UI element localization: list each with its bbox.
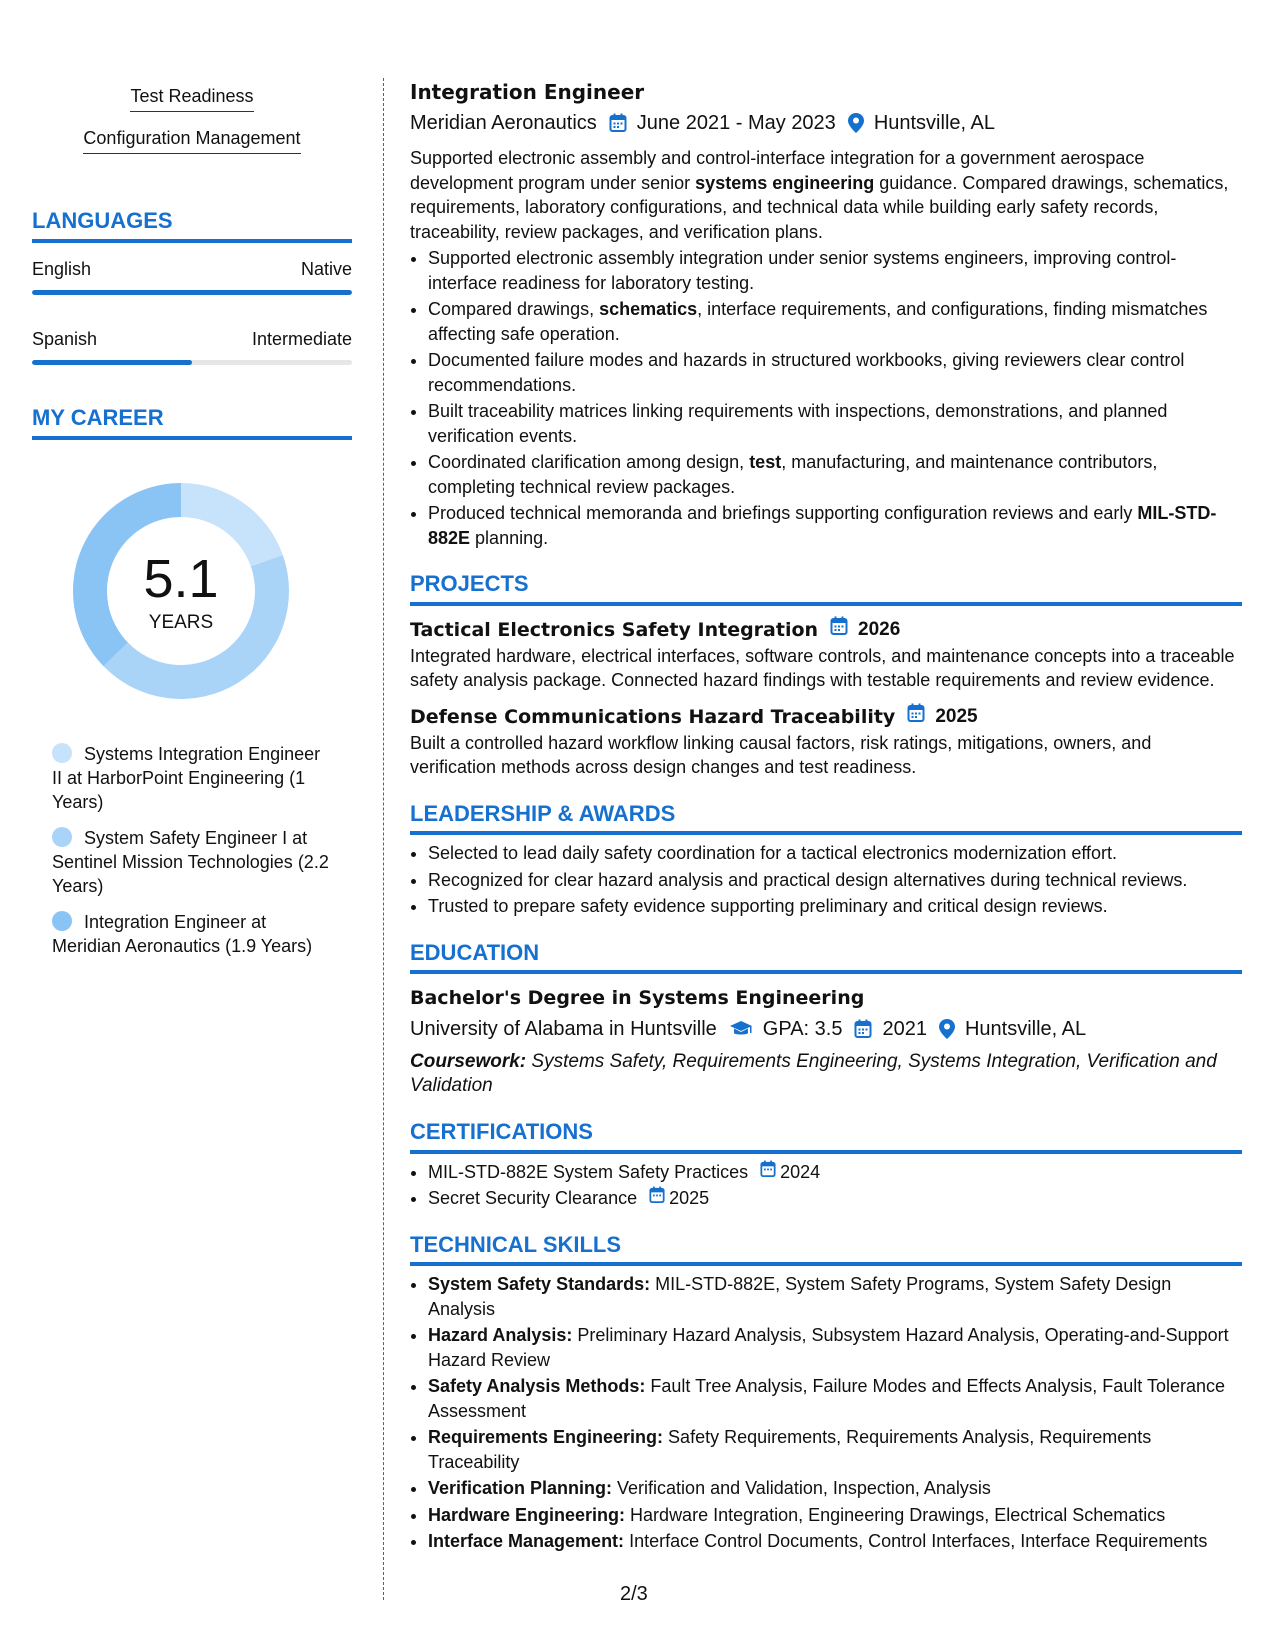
skills-list bbox=[410, 1272, 1242, 1554]
skill-tag: Test Readiness bbox=[130, 86, 253, 112]
language-item bbox=[32, 329, 352, 365]
certification-year: 2024 bbox=[780, 1161, 821, 1182]
career-item-text: System Safety Engineer I at Sentinel Mission Technologies (2.2 Years) bbox=[52, 828, 329, 896]
job-bullet: • Supported electronic assembly integration under senior systems engineers, improving control-interface readiness for laboratory testing. bbox=[428, 246, 1242, 295]
certifications-heading: CERTIFICATIONS bbox=[410, 1120, 1242, 1154]
skill-item bbox=[428, 1503, 1242, 1528]
skill-label: Requirements Engineering: bbox=[428, 1427, 664, 1447]
skill-label: Interface Management: bbox=[428, 1531, 625, 1551]
language-level: Intermediate bbox=[251, 329, 352, 349]
skill-value: Fault Tree Analysis, Failure Modes and Effects Analysis, Fault Tolerance Assessment bbox=[428, 1376, 1226, 1421]
skill-item bbox=[428, 1476, 1242, 1501]
skill-item bbox=[428, 1323, 1242, 1372]
certification-name: MIL-STD-882E System Safety Practices bbox=[428, 1161, 749, 1182]
language-item bbox=[32, 259, 352, 295]
calendar-icon bbox=[609, 113, 627, 133]
language-bar bbox=[32, 360, 352, 365]
career-item bbox=[52, 910, 332, 958]
certifications-list bbox=[410, 1160, 1242, 1211]
skill-value: Hardware Integration, Engineering Drawings, Electrical Schematics bbox=[625, 1504, 1166, 1525]
skill-label: System Safety Standards: bbox=[428, 1274, 651, 1294]
career-item bbox=[52, 826, 332, 898]
skill-item bbox=[428, 1425, 1242, 1474]
skill-label: Hardware Engineering: bbox=[428, 1504, 626, 1525]
calendar-icon bbox=[649, 1186, 665, 1211]
career-donut bbox=[66, 476, 296, 706]
certification-item bbox=[428, 1160, 1242, 1185]
education-gpa: GPA: 3.5 bbox=[762, 1018, 843, 1040]
career-list bbox=[52, 742, 332, 958]
project-description: Built a controlled hazard workflow linking causal factors, risk ratings, mitigations, owners, and verification methods across design changes and test readiness. bbox=[410, 732, 1152, 777]
job-bullet: • Compared drawings, schematics, interface requirements, and configurations, finding mismatches affecting safe operation. bbox=[428, 297, 1242, 346]
graduation-cap-icon bbox=[729, 1020, 753, 1038]
skill-value: Verification and Validation, Inspection, Analysis bbox=[612, 1478, 991, 1498]
job-entry bbox=[410, 78, 1242, 550]
languages-heading: LANGUAGES bbox=[32, 208, 352, 243]
job-bullet: • Coordinated clarification among design, test, manufacturing, and maintenance contributors, completing technical review packages. bbox=[428, 450, 1242, 499]
leadership-item: • Recognized for clear hazard analysis and practical design alternatives during technical reviews. bbox=[428, 868, 1242, 893]
job-bullet: • Produced technical memoranda and briefings supporting configuration reviews and early MIL-STD-882E planning. bbox=[428, 501, 1242, 550]
career-dot bbox=[52, 911, 72, 931]
job-dates: June 2021 - May 2023 bbox=[636, 112, 836, 134]
language-level: Native bbox=[300, 259, 352, 279]
career-item-text: Integration Engineer at Meridian Aeronautics (1.9 Years) bbox=[52, 912, 313, 956]
project-item bbox=[410, 703, 1242, 780]
project-description: Integrated hardware, electrical interfaces, software controls, and maintenance concepts into a traceable safety analysis package. Connected hazard findings with testable requirements and review evidence. bbox=[410, 645, 1235, 690]
language-bar bbox=[32, 290, 352, 295]
career-dot bbox=[52, 827, 72, 847]
leadership-heading: LEADERSHIP & AWARDS bbox=[410, 802, 1242, 836]
job-bullets bbox=[410, 246, 1242, 550]
language-bar-fill bbox=[32, 360, 192, 365]
job-bullet: • Documented failure modes and hazards in structured workbooks, giving reviewers clear control recommendations. bbox=[428, 348, 1242, 397]
career-unit: YEARS bbox=[148, 612, 214, 633]
project-title: Tactical Electronics Safety Integration bbox=[410, 618, 819, 641]
language-name: English bbox=[32, 259, 92, 279]
project-item bbox=[410, 616, 1242, 693]
skill-item bbox=[428, 1272, 1242, 1321]
coursework-list: Systems Safety, Requirements Engineering, Systems Integration, Verification and Validation bbox=[410, 1051, 1217, 1096]
career-total: 5.1 bbox=[143, 549, 219, 609]
skill-tags bbox=[32, 80, 352, 164]
certification-item bbox=[428, 1186, 1242, 1211]
skill-label: Verification Planning: bbox=[428, 1478, 613, 1498]
certification-name: Secret Security Clearance bbox=[428, 1188, 638, 1208]
location-pin-icon bbox=[848, 113, 864, 133]
column-divider bbox=[383, 78, 384, 1600]
education-meta bbox=[410, 1014, 1242, 1044]
job-location: Huntsville, AL bbox=[873, 112, 995, 134]
calendar-icon bbox=[907, 703, 925, 731]
skill-item bbox=[428, 1529, 1242, 1554]
job-company: Meridian Aeronautics bbox=[410, 112, 597, 134]
education-coursework bbox=[410, 1050, 1242, 1098]
skill-label: Hazard Analysis: bbox=[428, 1325, 573, 1345]
skills-heading: TECHNICAL SKILLS bbox=[410, 1233, 1242, 1267]
calendar-icon bbox=[830, 616, 848, 644]
education-location: Huntsville, AL bbox=[964, 1018, 1087, 1040]
location-pin-icon bbox=[939, 1019, 955, 1039]
leadership-list bbox=[410, 841, 1242, 919]
career-dot bbox=[52, 743, 72, 763]
projects-heading: PROJECTS bbox=[410, 572, 1242, 606]
skill-value: Interface Control Documents, Control Interfaces, Interface Requirements bbox=[624, 1531, 1208, 1551]
education-year: 2021 bbox=[882, 1018, 927, 1040]
education-school: University of Alabama in Huntsville bbox=[410, 1018, 717, 1040]
calendar-icon bbox=[854, 1019, 872, 1039]
skill-label: Safety Analysis Methods: bbox=[428, 1376, 646, 1396]
job-meta bbox=[410, 108, 1242, 138]
job-title: Integration Engineer bbox=[410, 80, 645, 104]
leadership-item: • Trusted to prepare safety evidence supporting preliminary and critical design reviews. bbox=[428, 894, 1242, 919]
career-heading: MY CAREER bbox=[32, 405, 352, 440]
main-content bbox=[410, 78, 1242, 1556]
education-entry bbox=[410, 984, 1242, 1098]
skill-value: MIL-STD-882E, System Safety Programs, System Safety Design Analysis bbox=[428, 1274, 1172, 1319]
skill-value: Safety Requirements, Requirements Analysis, Requirements Traceability bbox=[428, 1427, 1152, 1472]
education-degree: Bachelor's Degree in Systems Engineering bbox=[410, 987, 865, 1009]
job-bullet: • Built traceability matrices linking requirements with inspections, demonstrations, and planned verification events. bbox=[428, 399, 1242, 448]
certification-year: 2025 bbox=[669, 1188, 710, 1208]
job-summary: Supported electronic assembly and control-interface integration for a government aerospace development program under senior systems engineering guidance. Compared drawings, schematics, requirements, laboratory configurations, and technical data while building early safety records, traceability, review packages, and verification plans. bbox=[410, 148, 1229, 242]
calendar-icon bbox=[760, 1160, 776, 1185]
sidebar bbox=[32, 80, 352, 970]
skill-item bbox=[428, 1374, 1242, 1423]
career-item bbox=[52, 742, 332, 814]
project-year: 2026 bbox=[858, 618, 901, 640]
skill-tag: Configuration Management bbox=[83, 128, 300, 154]
career-item-text: Systems Integration Engineer II at HarborPoint Engineering (1 Years) bbox=[52, 744, 321, 812]
language-bar-fill bbox=[32, 290, 352, 295]
coursework-label: Coursework: bbox=[410, 1051, 527, 1072]
languages-list bbox=[32, 259, 352, 365]
leadership-item: • Selected to lead daily safety coordination for a tactical electronics modernization effort. bbox=[428, 841, 1242, 866]
language-name: Spanish bbox=[32, 329, 98, 349]
project-title: Defense Communications Hazard Traceability bbox=[410, 705, 896, 728]
project-year: 2025 bbox=[935, 705, 978, 727]
education-heading: EDUCATION bbox=[410, 941, 1242, 975]
skill-value: Preliminary Hazard Analysis, Subsystem Hazard Analysis, Operating-and-Support Hazard Review bbox=[428, 1325, 1229, 1370]
page-number: 2/3 bbox=[620, 1583, 648, 1605]
